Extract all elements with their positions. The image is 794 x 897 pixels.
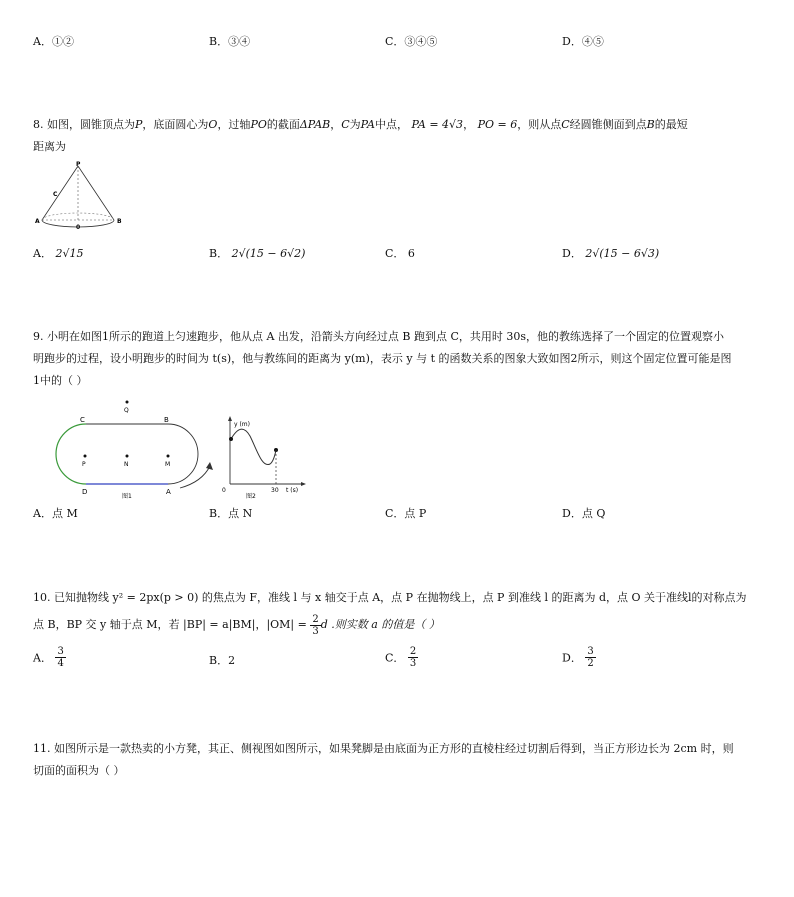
track-left-arc: [56, 424, 86, 484]
q10-option-a: A． $\frac{3}{4}$: [33, 646, 64, 669]
q9-option-b: B．点 N: [209, 507, 253, 520]
point-n: [126, 455, 129, 458]
graph-t-label: t (s): [286, 487, 299, 494]
q9-stem-line1: 9. 小明在如图1所示的跑道上匀速跑步，他从点 A 出发，沿箭头方向经过点 B 跑到点 C，共用时 30s，他的教练选择了一个固定的位置观察小: [33, 330, 725, 343]
graph-t30-label: 30: [271, 487, 279, 494]
q10-option-d: D． $\frac{3}{2}$: [562, 646, 594, 669]
cone-label-a: A: [35, 218, 40, 225]
track-label-b: B: [164, 416, 169, 424]
graph-t-arrow: [301, 482, 306, 486]
q8-stem-line2: 距离为: [33, 140, 66, 153]
q10-option-c: C． $\frac{2}{3}$: [385, 646, 417, 669]
q10-stem-line2: 点 B，BP 交 y 轴于点 M，若 |BP| = a|BM|，|OM| = $\frac{2}{3}$ d .则实数 a 的值是（ ）: [33, 613, 440, 637]
q7-option-b: B．③④: [209, 35, 251, 48]
q9-track-figure: [50, 394, 220, 504]
graph-start-point: [229, 437, 233, 441]
q7-option-d: D．④⑤: [562, 35, 604, 48]
track-label-m: M: [165, 461, 171, 468]
track-label-n: N: [124, 461, 129, 468]
q10-stem-line1: 10. 已知抛物线 y² = 2px(p > 0) 的焦点为 F，准线 l 与 x 轴交于点 A，点 P 在抛物线上，点 P 到准线 l 的距离为 d，点 O 关于准线l的对称点为: [33, 591, 747, 604]
cone-edge-right: [78, 166, 114, 220]
point-m: [167, 455, 170, 458]
q7-option-a: A．①②: [33, 35, 74, 48]
q8-option-c: C． 6: [385, 247, 415, 260]
track-caption: 图1: [122, 493, 132, 500]
q8-option-d: D． 2√(15 − 6√3): [562, 247, 660, 260]
cone-label-c: C: [53, 191, 58, 198]
graph-curve: [231, 429, 276, 464]
q9-option-d: D．点 Q: [562, 507, 606, 520]
graph-caption: 图2: [246, 493, 256, 500]
q7-option-c: C．③④⑤: [385, 35, 438, 48]
q10-option-b: B．2: [209, 654, 236, 667]
point-q: [126, 401, 129, 404]
track-label-a: A: [166, 488, 171, 496]
q8-option-b: B． 2√(15 − 6√2): [209, 247, 306, 260]
q8-option-a: A． 2√15: [33, 247, 84, 260]
track-right-arc: [168, 424, 198, 484]
track-label-q: Q: [124, 407, 129, 414]
cone-label-o: 0: [76, 224, 81, 231]
graph-y-arrow: [228, 416, 232, 421]
q9-stem-line3: 1中的（ ）: [33, 374, 88, 387]
cone-label-p: P: [76, 161, 81, 168]
track-label-d: D: [82, 488, 88, 496]
track-label-p: P: [82, 461, 86, 468]
direction-arrow: [180, 466, 210, 488]
graph-y-label: y (m): [234, 421, 250, 428]
cone-label-b: B: [117, 218, 122, 225]
cone-edge-left: [42, 166, 78, 220]
q9-stem-line2: 明跑步的过程，设小明跑步的时间为 t(s)，他与教练间的距离为 y(m)，表示 y 与 t 的函数关系的图象大致如图2所示，则这个固定位置可能是图: [33, 352, 732, 365]
q11-stem-line2: 切面的面积为（ ）: [33, 764, 125, 777]
q9-graph-figure: [210, 412, 310, 504]
track-label-c: C: [80, 416, 85, 424]
q9-option-a: A．点 M: [33, 507, 78, 520]
q11-stem-line1: 11. 如图所示是一款热卖的小方凳，其正、侧视图如图所示，如果凳脚是由底面为正方形的直棱柱经过切割后得到，当正方形边长为 2cm 时，则: [33, 742, 734, 755]
point-p: [84, 455, 87, 458]
q8-cone-figure: [30, 160, 130, 232]
graph-origin-label: 0: [222, 487, 226, 494]
q8-stem-line1: 8. 如图，圆锥顶点为P，底面圆心为O，过轴PO的截面ΔPAB，C为PA中点， PA = 4√3， PO = 6，则从点C经圆锥侧面到点B的最短: [33, 118, 688, 131]
q10-fraction: $\frac{2}{3}$: [312, 613, 319, 637]
q9-option-c: C．点 P: [385, 507, 427, 520]
